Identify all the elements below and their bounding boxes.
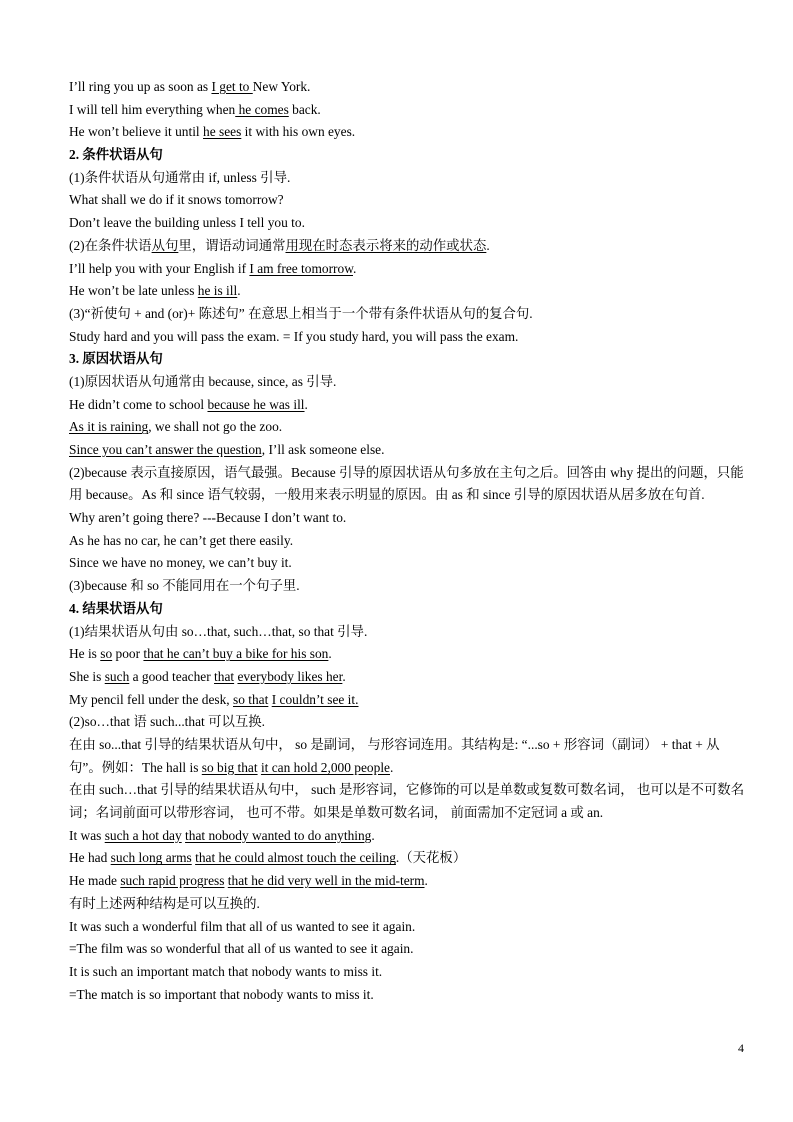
text-segment: New York.: [252, 79, 311, 94]
text-segment: it with his own eyes.: [241, 124, 356, 140]
text-line: [69, 416, 749, 439]
text-segment: a good teacher: [129, 668, 215, 684]
section-heading: [69, 348, 749, 371]
underlined-phrase: such long arms: [110, 850, 192, 866]
text-segment: .: [389, 759, 394, 775]
text-segment: I’ll ring you up as soon as: [69, 79, 212, 94]
text-line: [69, 938, 749, 961]
text-segment: poor: [112, 646, 144, 662]
text-line: [69, 371, 749, 394]
section-heading: [69, 598, 749, 621]
underlined-phrase: everybody likes her: [237, 668, 343, 684]
text-segment: back.: [288, 101, 321, 117]
text-line: [69, 847, 749, 870]
underlined-phrase: he can’t buy a bike for his son: [163, 646, 329, 662]
underlined-phrase: so big that: [201, 759, 258, 775]
text-segment: .: [371, 827, 375, 843]
text-line: [69, 711, 749, 734]
text-line: [69, 121, 749, 144]
underlined-phrase: he sees: [203, 124, 242, 140]
text-line: [69, 280, 749, 303]
underlined-phrase: As it is raining: [69, 419, 149, 435]
text-segment: (1)原因状语从句通常由 because, since, as 引导.: [69, 373, 337, 389]
text-segment: (2)在条件状语: [69, 237, 152, 253]
underlined-phrase: 用现在时态表示将来的动作或状态: [285, 237, 487, 253]
text-segment: (3)“祈使句 + and (or)+ 陈述句” 在意思上相当于一个带有条件状语从句的复合句.: [69, 305, 533, 321]
text-line: [69, 439, 749, 462]
underlined-phrase: I get to: [211, 79, 253, 94]
text-segment: He won’t be late unless: [69, 283, 198, 299]
text-segment: 里，谓语动词通常: [178, 237, 286, 253]
text-segment: He is: [69, 646, 101, 662]
underlined-phrase: that: [214, 668, 235, 684]
text-segment: It was: [69, 827, 105, 843]
underlined-phrase: I couldn’t see it.: [271, 691, 359, 707]
text-line: [69, 530, 749, 553]
text-segment: (1)结果状语从句由 so…that, such…that, so that 引导.: [69, 623, 368, 639]
text-segment: .: [486, 237, 490, 253]
text-line: [69, 552, 749, 575]
text-line: [69, 870, 749, 893]
text-segment: Since we have no money, we can’t buy it.: [69, 555, 292, 571]
text-segment: He made: [69, 873, 121, 889]
text-segment: , I’ll ask someone else.: [261, 442, 385, 457]
underlined-phrase: because he was ill: [207, 396, 305, 412]
text-line: [69, 643, 749, 666]
underlined-phrase: he comes: [235, 101, 289, 117]
text-segment: It is such an important match that nobody wants to miss it.: [69, 963, 383, 979]
underlined-phrase: so that: [233, 691, 269, 707]
text-segment: I’ll help you with your English if: [69, 260, 250, 276]
underlined-phrase: I am free tomorrow: [249, 260, 353, 276]
text-paragraph: [69, 734, 749, 779]
underlined-phrase: Since you can’t answer the question: [69, 442, 262, 457]
section-heading: [69, 144, 749, 167]
text-segment: I will tell him everything when: [69, 101, 236, 117]
document-body: [69, 76, 749, 1006]
text-line: [69, 99, 749, 122]
text-segment: =The film was so wonderful that all of us wanted to see it again.: [69, 941, 414, 957]
text-line: [69, 916, 749, 939]
underlined-phrase: such a hot day: [104, 827, 182, 843]
text-segment: (1)条件状语从句通常由 if, unless 引导.: [69, 169, 291, 185]
text-line: [69, 507, 749, 530]
text-segment: Don’t leave the building unless I tell you to.: [69, 215, 305, 231]
text-segment: .: [304, 396, 308, 412]
text-line: [69, 394, 749, 417]
text-paragraph: [69, 779, 749, 824]
page-number: 4: [738, 1041, 744, 1055]
text-segment: He won’t believe it until: [69, 124, 204, 140]
text-segment: (2)because 表示直接原因，语气最强。Because 引导的原因状语从句多放在主句之后。回答由 why 提出的问题，只能用 because。As 和 since 语气较弱，一般用来表示明显的原因。由 as 和 since 引导的原因状语从居多放在句首.: [69, 464, 744, 503]
text-line: [69, 575, 749, 598]
text-line: [69, 961, 749, 984]
underlined-phrase: that nobody wanted to do anything: [185, 827, 372, 843]
text-line: [69, 303, 749, 326]
text-line: [69, 825, 749, 848]
underlined-phrase: he is ill: [197, 283, 238, 299]
text-segment: My pencil fell under the desk,: [69, 691, 233, 707]
text-segment: 有时上述两种结构是可以互换的.: [69, 895, 260, 911]
underlined-phrase: that he did very well in the mid-term: [227, 873, 425, 889]
text-segment: He didn’t come to school: [69, 396, 208, 412]
text-paragraph: [69, 462, 749, 507]
text-line: [69, 666, 749, 689]
text-line: [69, 212, 749, 235]
text-segment: As he has no car, he can’t get there easily.: [69, 532, 294, 548]
text-segment: (2)so…that 语 such...that 可以互换.: [69, 714, 266, 730]
text-segment: It was such a wonderful film that all of us wanted to see it again.: [69, 918, 416, 934]
text-segment: .: [424, 873, 428, 889]
text-line: [69, 689, 749, 712]
text-line: [69, 621, 749, 644]
text-segment: 4. 结果状语从句: [69, 600, 163, 616]
text-segment: 在由 such…that 引导的结果状语从句中， such 是形容词，它修饰的可以是单数或复数可数名词， 也可以是不可数名词；名词前面可以带形容词， 也可不带。如果是单数可数名词， 前面需加不定冠词 a 或 an.: [69, 782, 745, 821]
underlined-phrase: such: [104, 668, 130, 684]
text-segment: =The match is so important that nobody wants to miss it.: [69, 986, 374, 1002]
text-segment: Why aren’t going there? ---Because I don’t want to.: [69, 510, 347, 526]
text-segment: .: [353, 260, 357, 276]
text-segment: She is: [69, 668, 105, 684]
text-segment: .: [237, 283, 241, 299]
underlined-phrase: such rapid progress: [120, 873, 225, 889]
underlined-phrase: 从句: [151, 237, 179, 253]
underlined-phrase: so: [100, 646, 113, 662]
text-segment: What shall we do if it snows tomorrow?: [69, 192, 284, 208]
text-segment: , we shall not go the zoo.: [148, 419, 283, 435]
text-line: [69, 189, 749, 212]
text-line: [69, 984, 749, 1007]
text-line: [69, 235, 749, 258]
text-line: [69, 326, 749, 349]
text-segment: 在由 so...that 引导的结果状语从句中， so 是副词， 与形容词连用。其结构是: “...so + 形容词（副词） + that + 从句”。例如：The hall is: [69, 736, 720, 775]
text-segment: 2. 条件状语从句: [69, 147, 163, 163]
text-segment: 3. 原因状语从句: [69, 351, 163, 367]
text-line: [69, 893, 749, 916]
underlined-phrase: it can hold 2,000 people: [260, 759, 390, 775]
text-segment: .（天花板）: [395, 850, 467, 866]
text-segment: He had: [69, 850, 111, 866]
underlined-phrase: that: [143, 646, 164, 662]
text-line: [69, 258, 749, 281]
text-segment: .: [328, 646, 332, 662]
text-segment: (3)because 和 so 不能同用在一个句子里.: [69, 578, 300, 594]
underlined-phrase: that he could almost touch the ceiling: [195, 850, 396, 866]
text-segment: .: [342, 668, 346, 684]
text-line: [69, 167, 749, 190]
text-segment: Study hard and you will pass the exam. = If you study hard, you will pass the exam.: [69, 328, 519, 344]
text-line: [69, 76, 749, 99]
